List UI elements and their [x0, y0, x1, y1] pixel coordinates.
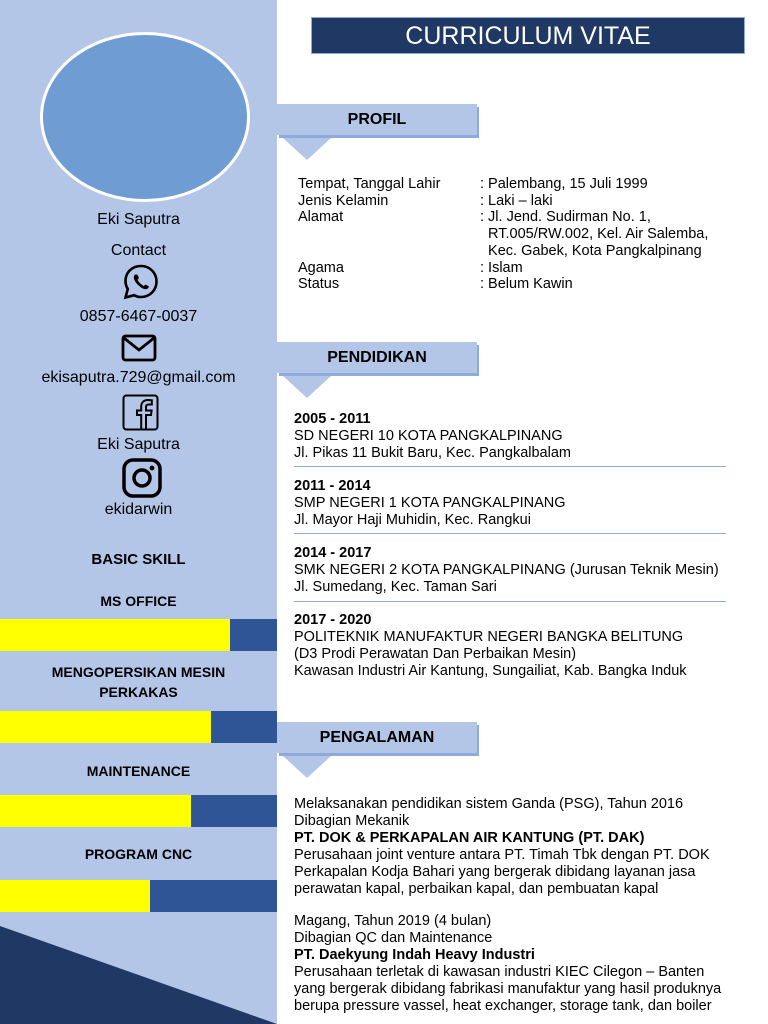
profile-row	[298, 260, 708, 277]
education-school: SMK NEGERI 2 KOTA PANGKALPINANG (Jurusan Teknik Mesin)	[294, 562, 719, 578]
section-heading-pendidikan: PENDIDIKAN	[277, 342, 477, 373]
profile-key: Status	[298, 276, 340, 293]
skill-bar-fill	[0, 619, 230, 651]
education-school: SD NEGERI 10 KOTA PANGKALPINANG	[294, 428, 563, 444]
skill-name: MAINTENANCE	[86, 763, 191, 779]
education-years: 2011 - 2014	[294, 478, 371, 494]
profile-value: : Palembang, 15 Juli 1999	[480, 176, 648, 192]
profile-key: Alamat	[298, 209, 344, 226]
profile-value: Kec. Gabek, Kota Pangkalpinang	[480, 242, 702, 259]
skill-bar	[0, 880, 277, 912]
profile-row	[298, 276, 708, 293]
experience-entry	[294, 796, 754, 898]
divider	[294, 601, 726, 602]
skill-bar-fill	[0, 880, 150, 912]
skill-bar-fill	[0, 711, 211, 743]
profile-value: : Laki – laki	[480, 192, 553, 209]
skill-bar-fill	[0, 795, 191, 827]
profile-photo	[40, 32, 250, 202]
section-heading-pengalaman: PENGALAMAN	[277, 722, 477, 753]
education-years: 2014 - 2017	[294, 545, 372, 561]
facebook-icon	[122, 394, 159, 431]
education-years: 2005 - 2011	[294, 411, 371, 427]
section-heading-profil: PROFIL	[277, 104, 477, 135]
experience-division: Dibagian Mekanik	[294, 813, 410, 829]
profile-row	[298, 226, 708, 243]
profile-value: RT.005/RW.002, Kel. Air Salemba,	[480, 226, 709, 243]
experience-desc: Perkapalan Kodja Bahari yang bergerak dibidang layanan jasa	[294, 864, 696, 880]
profile-row	[298, 243, 708, 260]
profile-name: Eki Saputra	[97, 211, 180, 228]
profile-value: : Jl. Jend. Sudirman No. 1,	[480, 209, 651, 226]
whatsapp-icon	[122, 263, 160, 301]
skill-bar	[0, 711, 277, 743]
education-address: Jl. Mayor Haji Muhidin, Kec. Rangkui	[294, 512, 531, 528]
profile-value: : Islam	[480, 259, 523, 276]
profile-key: Tempat, Tanggal Lahir	[298, 176, 441, 192]
instagram-username: ekidarwin	[104, 501, 173, 518]
education-program: (D3 Prodi Perawatan Dan Perbaikan Mesin)	[294, 646, 577, 662]
education-address: Kawasan Industri Air Kantung, Sungailiat, Kab. Bangka Induk	[294, 663, 687, 679]
mail-icon	[121, 334, 157, 362]
experience-intro: Melaksanakan pendidikan sistem Ganda (PSG), Tahun 2016	[294, 796, 684, 812]
basic-skill-heading: BASIC SKILL	[91, 551, 186, 568]
experience-desc: yang bergerak dibidang fabrikasi manufaktur yang hasil produknya	[294, 981, 722, 997]
experience-entry	[294, 913, 754, 1015]
decorative-triangle	[0, 920, 277, 1024]
skill-bar	[0, 795, 277, 827]
education-school: POLITEKNIK MANUFAKTUR NEGERI BANGKA BELITUNG	[294, 629, 684, 645]
email-address: ekisaputra.729@gmail.com	[41, 369, 236, 386]
section-arrow	[283, 138, 331, 160]
divider	[294, 466, 726, 467]
profile-key: Jenis Kelamin	[298, 192, 389, 209]
profile-table	[298, 176, 708, 293]
profile-row	[298, 209, 708, 226]
education-entry	[294, 411, 571, 462]
page-title: CURRICULUM VITAE	[311, 17, 745, 54]
education-address: Jl. Pikas 11 Bukit Baru, Kec. Pangkalbalam	[294, 445, 571, 461]
experience-intro: Magang, Tahun 2019 (4 bulan)	[294, 913, 492, 929]
experience-desc: Perusahaan terletak di kawasan industri KIEC Cilegon – Banten	[294, 964, 705, 980]
education-address: Jl. Sumedang, Kec. Taman Sari	[294, 579, 497, 595]
section-arrow	[283, 376, 331, 398]
education-entry	[294, 478, 566, 529]
experience-desc: Perusahaan joint venture antara PT. Timah Tbk dengan PT. DOK	[294, 847, 710, 863]
experience-company: PT. Daekyung Indah Heavy Industri	[294, 947, 535, 963]
experience-division: Dibagian QC dan Maintenance	[294, 930, 493, 946]
education-entry	[294, 612, 687, 680]
section-arrow	[283, 756, 331, 778]
skill-name: MS OFFICE	[100, 593, 177, 609]
experience-desc: perawatan kapal, perbaikan kapal, dan pembuatan kapal	[294, 881, 659, 897]
experience-desc: berupa pressure vassel, heat exchanger, storage tank, dan boiler	[294, 998, 712, 1014]
skill-bar	[0, 619, 277, 651]
facebook-name: Eki Saputra	[97, 436, 180, 453]
skill-name: MENGOPERSIKAN MESIN PERKAKAS	[51, 664, 226, 700]
profile-row	[298, 193, 708, 210]
divider	[294, 533, 726, 534]
skill-name: PROGRAM CNC	[84, 846, 193, 862]
profile-row	[298, 176, 708, 193]
profile-key: Agama	[298, 259, 344, 276]
profile-key	[298, 243, 480, 260]
profile-key	[298, 226, 480, 243]
profile-value: : Belum Kawin	[480, 276, 573, 293]
instagram-icon	[121, 457, 163, 499]
sidebar	[0, 0, 277, 1024]
education-years: 2017 - 2020	[294, 612, 372, 628]
education-school: SMP NEGERI 1 KOTA PANGKALPINANG	[294, 495, 566, 511]
phone-number: 0857-6467-0037	[79, 308, 198, 325]
education-entry	[294, 545, 719, 596]
contact-label: Contact	[110, 242, 167, 259]
experience-company: PT. DOK & PERKAPALAN AIR KANTUNG (PT. DAK)	[294, 830, 645, 846]
